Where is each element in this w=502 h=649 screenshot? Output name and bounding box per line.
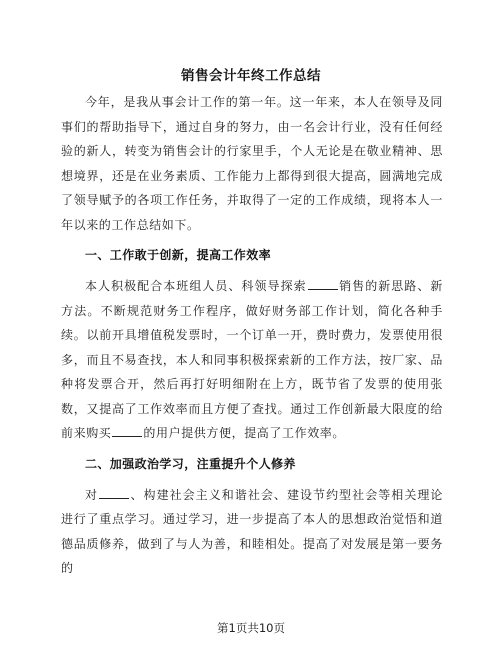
document-title: 销售会计年终工作总结: [181, 68, 321, 84]
section-2-paragraph: [61, 483, 443, 581]
blank-underline: [112, 426, 142, 437]
page-number: 第1页共10页: [217, 621, 285, 635]
section-heading-1: 一、工作敢于创新，提高工作效率: [85, 248, 272, 262]
section-1-text-a: 本人积极配合本班组人员、科领导探索: [85, 279, 307, 293]
section-1-paragraph: [61, 274, 443, 446]
section-1-text-b: 销售的新思路、新方法。不断规范财务工作程序，做好财务部工作计划，简化各种手续。以前开具增值税发票时，一个订单一开，费时费力，发票使用很多，而且不易查找，本人和同事积极探索新的工作方法，按厂家、品种将发票合开，然后再打好明细附在上方，既节省了发票的使用张数，又提高了工作效率而且方便了查找。通过工作创新最大限度的给前来购买: [61, 279, 443, 440]
section-2-text-a: 对: [85, 487, 99, 502]
section-2-text-b: 、构建社会主义和谐社会、建设节约型社会等相关理论进行了重点学习。通过学习，进一步提高了本人的思想政治觉悟和道德品质修养，做到了与人为善，和睦相处。提高了对发展是第一要务的: [61, 487, 443, 575]
intro-paragraph: 今年，是我从事会计工作的第一年。这一年来，本人在领导及同事们的帮助指导下，通过自身的努力，由一名会计行业，没有任何经验的新人，转变为销售会计的行家里手，个人无论是在敬业精神、思想境界，还是在业务素质、工作能力上都得到很大提高，圆满地完成了领导赋予的各项工作任务，并取得了一定的工作成绩，现将本人一年以来的工作总结如下。: [61, 95, 443, 232]
document-body: [61, 90, 443, 581]
blank-underline: [99, 488, 129, 499]
section-1-text-c: 的用户提供方便，提高了工作效率。: [143, 426, 346, 440]
section-heading-2: 二、加强政治学习，注重提升个人修养: [85, 456, 296, 471]
blank-underline: [308, 279, 338, 290]
